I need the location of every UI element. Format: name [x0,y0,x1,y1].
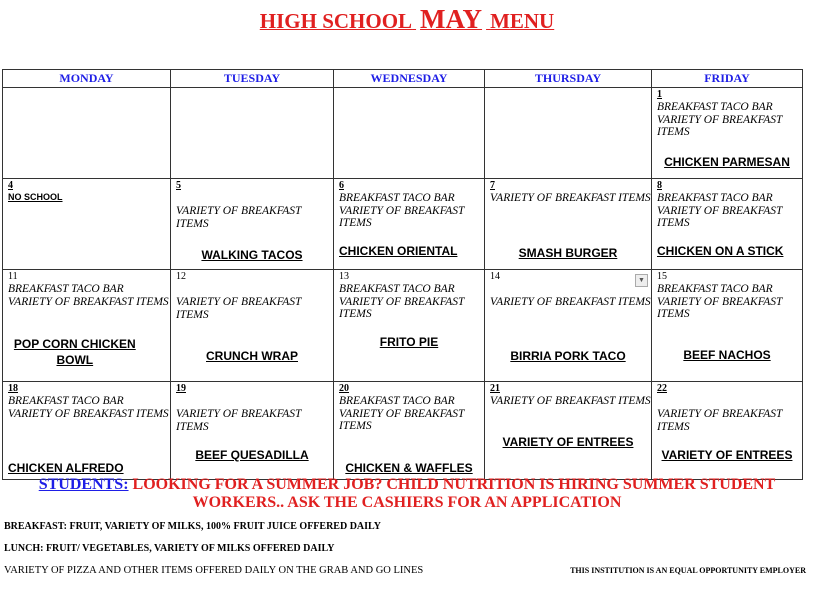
day-header-friday: FRIDAY [652,70,803,88]
pizza-note: VARIETY OF PIZZA AND OTHER ITEMS OFFERED DAILY ON THE GRAB AND GO LINES [4,565,424,576]
day-cell [485,270,652,382]
date-number: 8 [657,180,662,191]
entree: BEEF NACHOS [683,348,771,362]
date-number: 15 [657,271,667,282]
entree: CHICKEN & WAFFLES [345,461,473,475]
day-cell [334,382,485,480]
day-cell-empty [334,88,485,179]
breakfast-items: VARIETY OF BREAKFAST ITEMS [176,296,302,321]
day-header-wednesday: WEDNESDAY [334,70,485,88]
lunch-note: LUNCH: FRUIT/ VEGETABLES, VARIETY OF MILKS OFFERED DAILY [4,543,335,554]
entree: POP CORN CHICKEN BOWL [13,337,136,367]
breakfast-items: BREAKFAST TACO BAR VARIETY OF BREAKFAST ITEMS [657,101,783,138]
announcement-line-2: WORKERS.. ASK THE CASHIERS FOR AN APPLICATION [192,494,622,511]
entree: CHICKEN ORIENTAL [339,244,458,258]
breakfast-items: BREAKFAST TACO BAR VARIETY OF BREAKFAST ITEMS [339,395,465,432]
breakfast-note: BREAKFAST: FRUIT, VARIETY OF MILKS, 100% FRUIT JUICE OFFERED DAILY [4,521,381,532]
day-cell-empty [3,88,171,179]
date-number: 7 [490,180,495,191]
entree: WALKING TACOS [201,248,303,262]
breakfast-items: BREAKFAST TACO BAR VARIETY OF BREAKFAST ITEMS [339,192,465,229]
day-cell [3,382,171,480]
entree: BIRRIA PORK TACO [510,349,626,363]
breakfast-items: VARIETY OF BREAKFAST ITEMS [657,408,783,433]
dropdown-arrow-icon[interactable]: ▼ [635,274,648,287]
date-number: 19 [176,383,186,394]
breakfast-items: BREAKFAST TACO BAR VARIETY OF BREAKFAST ITEMS [8,395,169,420]
equal-opportunity-statement: THIS INSTITUTION IS AN EQUAL OPPORTUNITY EMPLOYER [570,566,806,575]
breakfast-items: BREAKFAST TACO BAR VARIETY OF BREAKFAST ITEMS [657,283,783,320]
day-cell [485,179,652,270]
entree: FRITO PIE [379,335,439,349]
date-number: 11 [8,271,18,282]
page-title [0,4,814,35]
date-number: 20 [339,383,349,394]
day-cell-empty [485,88,652,179]
day-cell [3,270,171,382]
week-row [3,382,803,480]
entree: BEEF QUESADILLA [195,448,309,462]
date-number: 4 [8,180,13,191]
title-month: MAY [420,4,483,34]
day-cell [334,179,485,270]
no-school-note: NO SCHOOL [8,192,63,202]
day-header-row [3,70,803,88]
day-cell [3,179,171,270]
breakfast-items: VARIETY OF BREAKFAST ITEMS [490,296,651,308]
day-cell [171,179,334,270]
week-row [3,270,803,382]
day-header-thursday: THURSDAY [485,70,652,88]
breakfast-items: VARIETY OF BREAKFAST ITEMS [490,395,651,407]
date-number: 22 [657,383,667,394]
breakfast-items: BREAKFAST TACO BAR VARIETY OF BREAKFAST ITEMS [657,192,783,229]
day-header-monday: MONDAY [3,70,171,88]
day-cell [652,88,803,179]
day-header-tuesday: TUESDAY [171,70,334,88]
date-number: 6 [339,180,344,191]
entree: CHICKEN ON A STICK [657,244,784,258]
day-cell [485,382,652,480]
day-cell [652,382,803,480]
summer-job-announcement [0,476,814,512]
date-number: 13 [339,271,349,282]
entree: VARIETY OF ENTREES [661,448,793,462]
students-label: STUDENTS: [38,476,129,493]
date-number: 12 [176,271,186,282]
breakfast-items: VARIETY OF BREAKFAST ITEMS [176,205,302,230]
menu-calendar [2,69,803,480]
title-part-3: MENU [490,9,555,33]
week-row [3,88,803,179]
day-cell [171,382,334,480]
date-number: 5 [176,180,181,191]
day-cell [652,270,803,382]
breakfast-items: VARIETY OF BREAKFAST ITEMS [490,192,651,204]
announcement-line-1: LOOKING FOR A SUMMER JOB? CHILD NUTRITION IS HIRING SUMMER STUDENT [132,476,776,493]
date-number: 18 [8,383,18,394]
day-cell-empty [171,88,334,179]
entree: CHICKEN PARMESAN [664,155,790,169]
title-part-1: HIGH SCHOOL [259,9,413,33]
day-cell [334,270,485,382]
breakfast-items: BREAKFAST TACO BAR VARIETY OF BREAKFAST ITEMS [339,283,465,320]
date-number: 1 [657,89,662,100]
day-cell [171,270,334,382]
week-row [3,179,803,270]
date-number: 14 [490,271,500,282]
entree: CRUNCH WRAP [206,349,298,363]
entree: CHICKEN ALFREDO [8,461,124,475]
breakfast-items: BREAKFAST TACO BAR VARIETY OF BREAKFAST ITEMS [8,283,169,308]
breakfast-items: VARIETY OF BREAKFAST ITEMS [176,408,302,433]
date-number: 21 [490,383,500,394]
entree: VARIETY OF ENTREES [502,435,634,449]
day-cell [652,179,803,270]
entree: SMASH BURGER [518,246,618,260]
